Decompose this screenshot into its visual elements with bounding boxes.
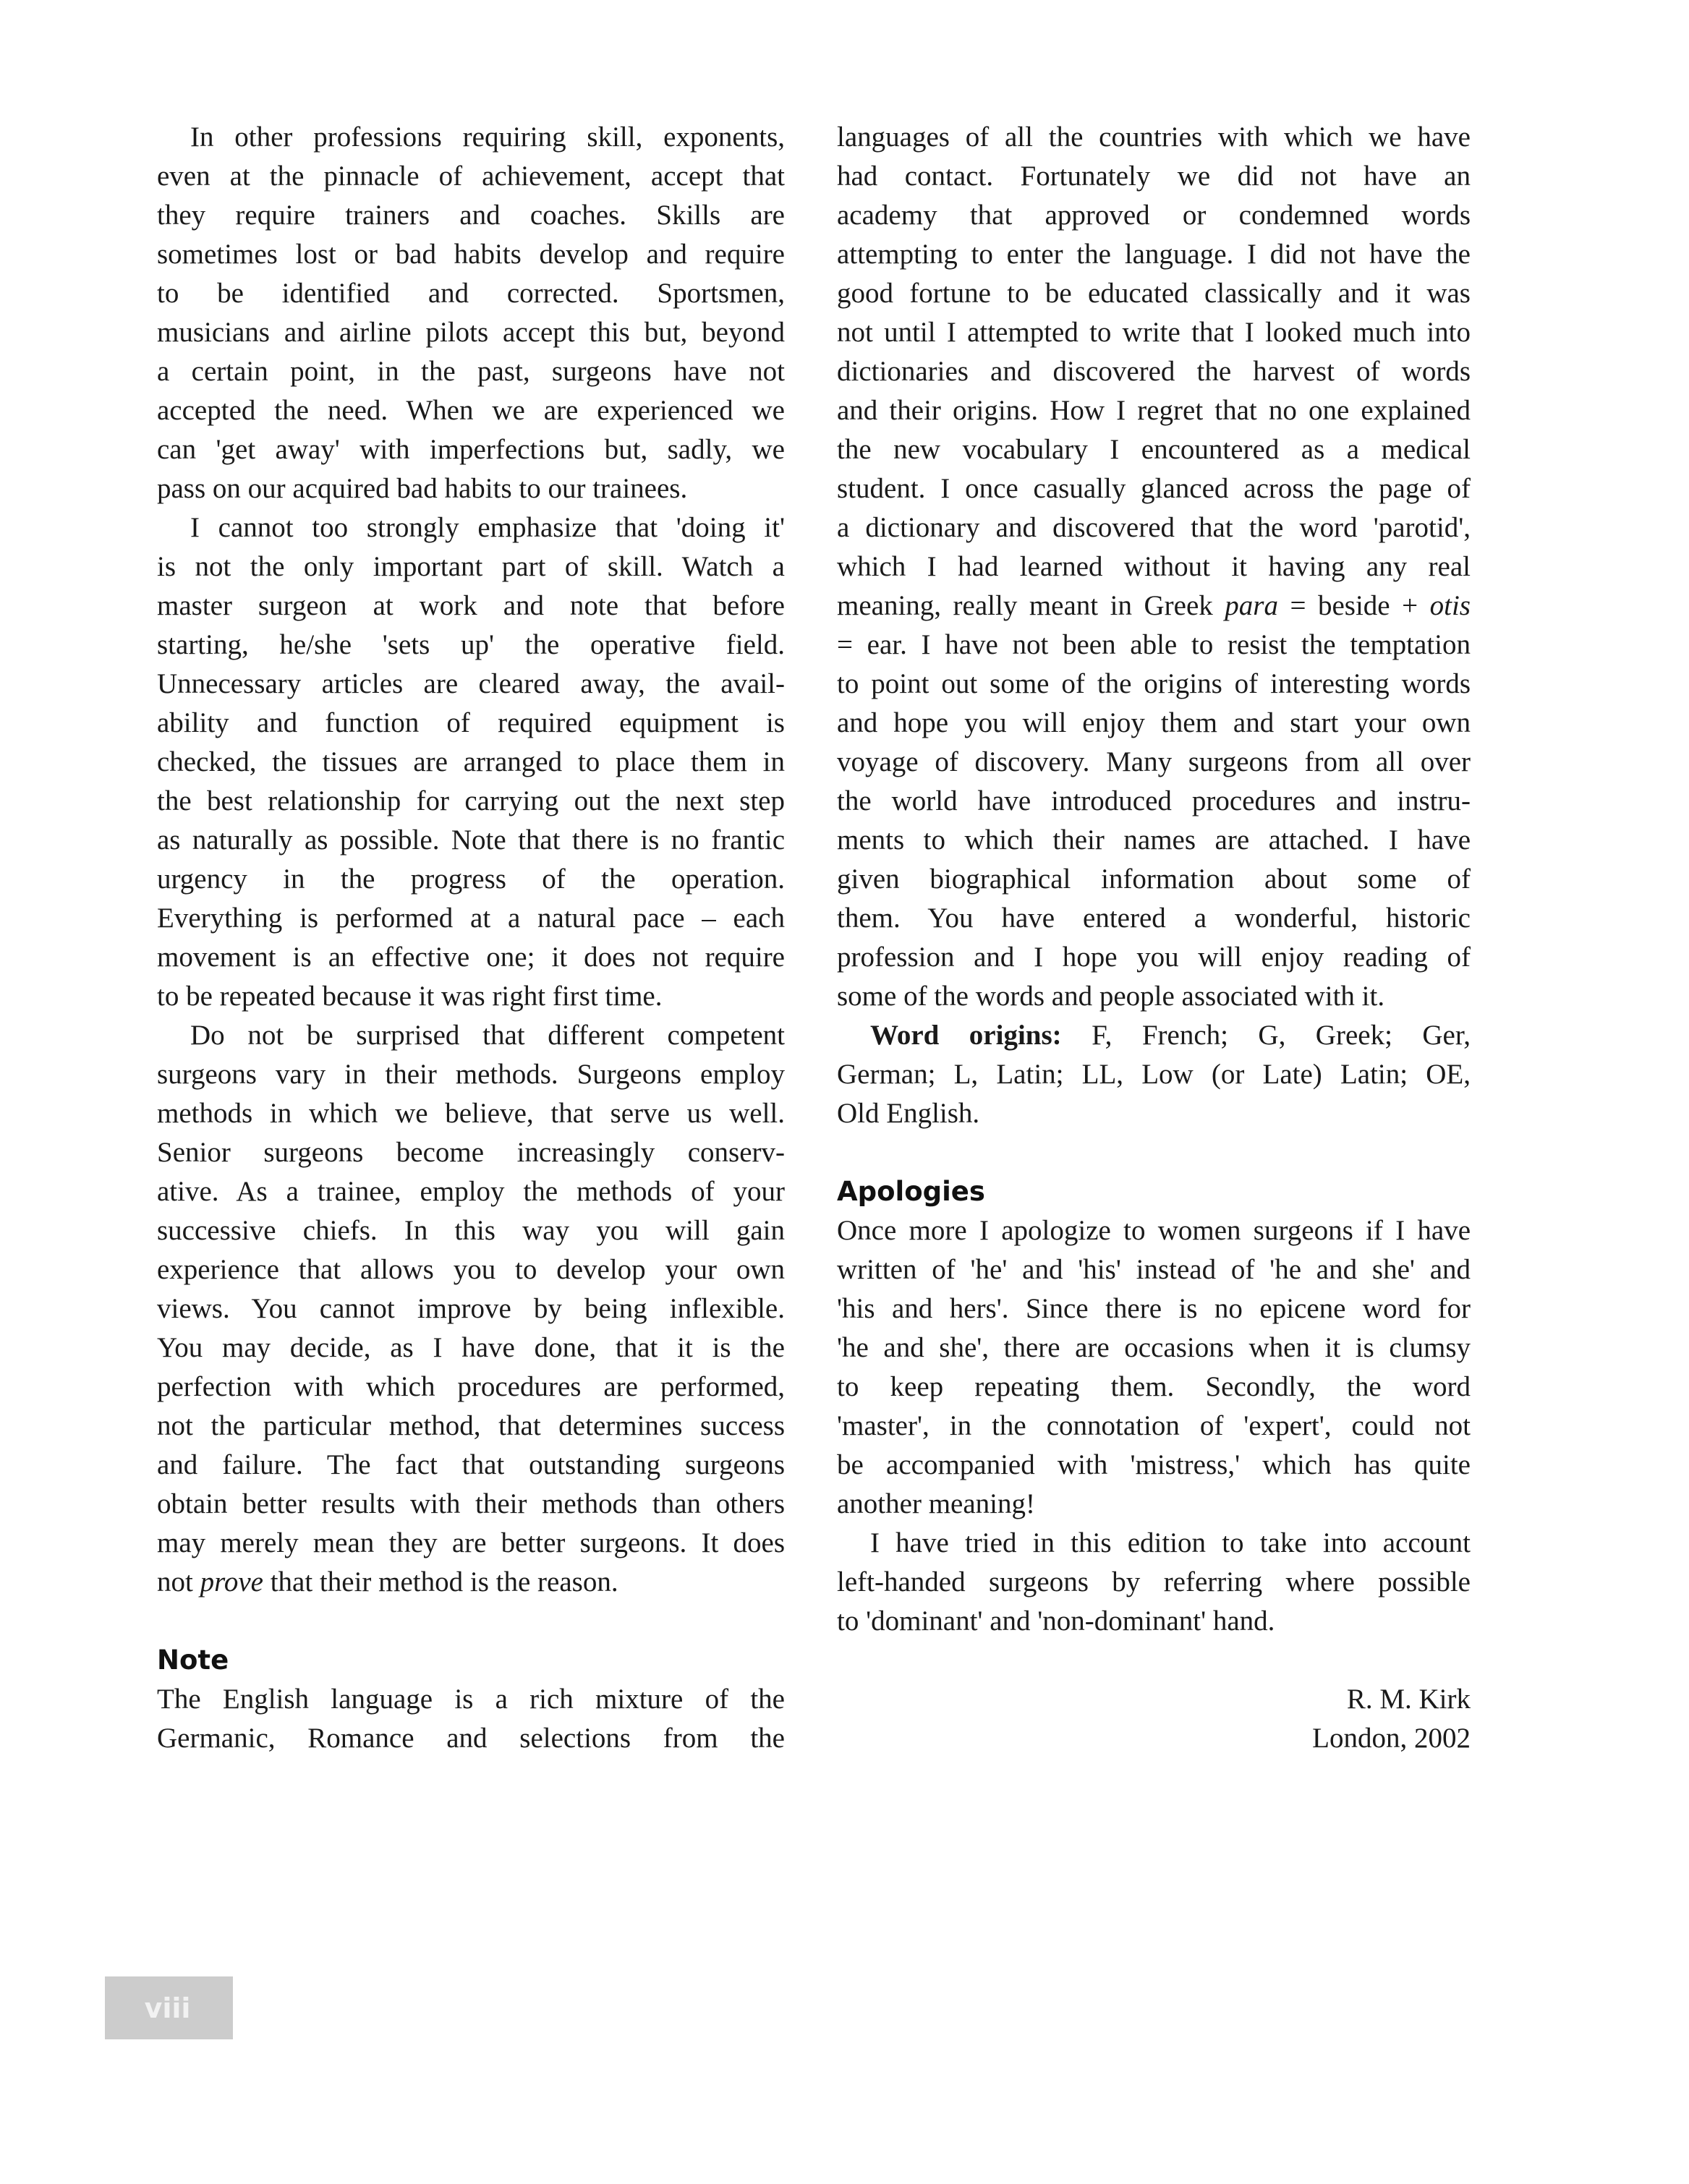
greek-word-otis: otis [1429, 590, 1471, 621]
text-line: accepted the need. When we are experienced we [157, 395, 785, 426]
heading-apologies: Apologies [837, 1176, 985, 1207]
text-line: Old English. [837, 1098, 980, 1129]
text-line: musicians and airline pilots accept this but, beyond [157, 317, 785, 348]
text-line: 'master', in the connotation of 'expert', could not [837, 1410, 1471, 1441]
page-number: viii [144, 1992, 191, 2024]
text-line: they require trainers and coaches. Skills are [157, 200, 785, 231]
text-line: I have tried in this edition to take into account [870, 1527, 1471, 1558]
text-line: is not the only important part of skill. Watch a [157, 551, 785, 582]
right-column [837, 118, 1471, 1758]
text-line: to keep repeating them. Secondly, the word [837, 1371, 1471, 1402]
paragraph-languages [837, 118, 1471, 586]
text-line: a dictionary and discovered that the word 'parotid', [837, 512, 1471, 543]
text-line: good fortune to be educated classically and it was [837, 278, 1471, 309]
text-line: 'he and she', there are occasions when it is clumsy [837, 1332, 1471, 1363]
text-line: to be identified and corrected. Sportsmen, [157, 278, 785, 309]
text-line: ability and function of required equipment is [157, 707, 785, 738]
text-line: attempting to enter the language. I did not have the [837, 239, 1471, 270]
text-line: sometimes lost or bad habits develop and require [157, 239, 785, 270]
text-line: In other professions requiring skill, exponents, [190, 121, 785, 153]
text-line: dictionaries and discovered the harvest of words [837, 356, 1471, 387]
greek-word-para: para [1225, 590, 1278, 621]
paragraph-methods [157, 1016, 785, 1563]
text-line: voyage of discovery. Many surgeons from all over [837, 746, 1471, 777]
text-run: F, French; G, Greek; Ger, [1061, 1020, 1471, 1051]
text-line: them. You have entered a wonderful, historic [837, 903, 1471, 934]
text-line: student. I once casually glanced across the page of [837, 473, 1471, 504]
text-line: a certain point, in the past, surgeons have not [157, 356, 785, 387]
text-line: Once more I apologize to women surgeons if I have [837, 1215, 1471, 1246]
paragraph-word-origins [837, 1055, 1471, 1133]
greek-etymology-line [837, 586, 1471, 626]
paragraph-doing-it [157, 508, 785, 1016]
left-column [157, 118, 785, 1758]
text-line: experience that allows you to develop your own [157, 1254, 785, 1285]
text-line: perfection with which procedures are performed, [157, 1371, 785, 1402]
text-line: to point out some of the origins of interesting words [837, 668, 1471, 699]
text-line: master surgeon at work and note that before [157, 590, 785, 621]
text-run: not [157, 1566, 200, 1598]
paragraph-methods-last-line [157, 1563, 785, 1602]
text-run: that their method is the reason. [263, 1566, 618, 1598]
word-origins-first-line [837, 1016, 1471, 1055]
text-run: = beside + [1277, 590, 1430, 621]
text-line: had contact. Fortunately we did not have an [837, 161, 1471, 192]
place-date: London, 2002 [1312, 1723, 1471, 1754]
text-line: the new vocabulary I encountered as a medical [837, 434, 1471, 465]
text-line: I cannot too strongly emphasize that 'doing it' [190, 512, 785, 543]
text-line: not the particular method, that determines success [157, 1410, 785, 1441]
emphasis-prove: prove [200, 1566, 263, 1598]
text-line: methods in which we believe, that serve us well. [157, 1098, 785, 1129]
text-line: not until I attempted to write that I looked much into [837, 317, 1471, 348]
text-line: movement is an effective one; it does not require [157, 942, 785, 973]
text-line: some of the words and people associated with it. [837, 981, 1385, 1012]
text-line: and hope you will enjoy them and start your own [837, 707, 1471, 738]
author-name: R. M. Kirk [1346, 1684, 1471, 1715]
text-line: the world have introduced procedures and instru- [837, 785, 1471, 816]
text-line: may merely mean they are better surgeons. It does [157, 1527, 785, 1558]
text-line: ative. As a trainee, employ the methods of your [157, 1176, 785, 1207]
text-line: the best relationship for carrying out the next step [157, 785, 785, 816]
spacer [157, 1602, 785, 1641]
text-line: views. You cannot improve by being inflexible. [157, 1293, 785, 1324]
text-line: 'his and hers'. Since there is no epicene word for [837, 1293, 1471, 1324]
text-line: another meaning! [837, 1488, 1035, 1519]
word-origins-label: Word origins: [870, 1020, 1062, 1051]
text-line: even at the pinnacle of achievement, accept that [157, 161, 785, 192]
text-line: as naturally as possible. Note that there is no frantic [157, 824, 785, 856]
heading-note: Note [157, 1645, 229, 1676]
text-line: You may decide, as I have done, that it is the [157, 1332, 785, 1363]
text-line: Germanic, Romance and selections from the [157, 1723, 785, 1754]
text-line: checked, the tissues are arranged to place them in [157, 746, 785, 777]
text-line: Do not be surprised that different competent [190, 1020, 785, 1051]
text-line: left-handed surgeons by referring where possible [837, 1566, 1471, 1598]
text-run: meaning, really meant in Greek [837, 590, 1225, 621]
text-line: Unnecessary articles are cleared away, the avail- [157, 668, 785, 699]
text-line: be accompanied with 'mistress,' which has quite [837, 1449, 1471, 1480]
text-line: = ear. I have not been able to resist the temptation [837, 629, 1471, 660]
text-line: obtain better results with their methods than others [157, 1488, 785, 1519]
text-line: successive chiefs. In this way you will gain [157, 1215, 785, 1246]
paragraph-left-handed [837, 1524, 1471, 1641]
text-line: Senior surgeons become increasingly conserv- [157, 1137, 785, 1168]
text-line: starting, he/she 'sets up' the operative field. [157, 629, 785, 660]
text-line: academy that approved or condemned words [837, 200, 1471, 231]
text-line: German; L, Latin; LL, Low (or Late) Latin; OE, [837, 1059, 1471, 1090]
text-line: Everything is performed at a natural pace – each [157, 903, 785, 934]
text-line: given biographical information about some of [837, 863, 1471, 895]
text-line: to be repeated because it was right first time. [157, 981, 663, 1012]
text-line: which I had learned without it having any real [837, 551, 1471, 582]
spacer [837, 1641, 1471, 1680]
text-line: profession and I hope you will enjoy reading of [837, 942, 1471, 973]
paragraph-note [157, 1680, 785, 1758]
text-line: to 'dominant' and 'non-dominant' hand. [837, 1605, 1275, 1637]
text-line: The English language is a rich mixture of the [157, 1684, 785, 1715]
paragraph-languages-continued [837, 626, 1471, 1016]
text-line: languages of all the countries with which we have [837, 121, 1471, 153]
page-number-box [105, 1976, 233, 2039]
paragraph-apologies [837, 1211, 1471, 1524]
text-line: pass on our acquired bad habits to our trainees. [157, 473, 688, 504]
text-line: and failure. The fact that outstanding surgeons [157, 1449, 785, 1480]
text-line: and their origins. How I regret that no one explained [837, 395, 1471, 426]
text-line: urgency in the progress of the operation. [157, 863, 785, 895]
spacer [837, 1133, 1471, 1172]
text-line: can 'get away' with imperfections but, sadly, we [157, 434, 785, 465]
text-line: ments to which their names are attached. I have [837, 824, 1471, 856]
text-line: written of 'he' and 'his' instead of 'he and she' and [837, 1254, 1471, 1285]
paragraph-trainers [157, 118, 785, 508]
text-line: surgeons vary in their methods. Surgeons employ [157, 1059, 785, 1090]
